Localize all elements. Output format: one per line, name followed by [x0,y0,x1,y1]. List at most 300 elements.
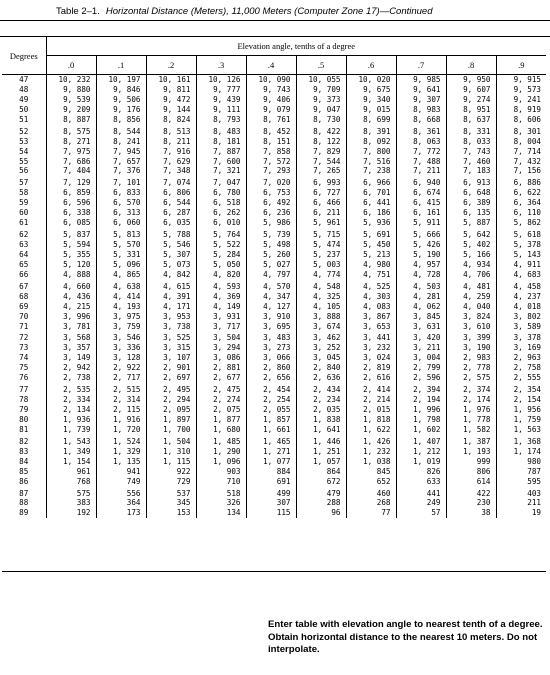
distance-cell: 3, 128 [96,353,146,363]
table-row [2,270,546,280]
degree-cell: 52 [19,126,29,136]
distance-cell: 5, 961 [296,218,346,228]
degree-cell: 47 [19,75,29,84]
distance-cell: 8, 004 [496,137,546,147]
degree-cell: 60 [19,208,29,218]
table-row [2,395,546,405]
distance-cell: 7, 129 [46,176,96,188]
distance-cell: 77 [346,508,396,518]
degree-cell: 78 [19,395,29,405]
distance-cell: 2, 535 [46,383,96,395]
distance-cell: 7, 887 [196,147,246,157]
distance-cell: 826 [396,467,446,477]
distance-cell: 2, 636 [296,373,346,383]
distance-cell: 8, 391 [346,125,396,137]
distance-cell: 2, 194 [396,395,446,405]
distance-cell: 6, 913 [446,176,496,188]
distance-cell: 6, 753 [246,188,296,198]
distance-cell: 6, 010 [196,218,246,228]
distance-cell: 6, 966 [346,176,396,188]
degree-cell: 80 [19,414,29,424]
distance-cell: 3, 378 [496,331,546,343]
distance-cell: 7, 101 [96,176,146,188]
distance-cell: 8, 181 [196,137,246,147]
distance-cell: 4, 615 [146,280,196,292]
distance-cell: 4, 728 [396,270,446,280]
distance-cell: 5, 450 [346,240,396,250]
distance-cell: 4, 774 [296,270,346,280]
distance-cell: 5, 260 [246,250,296,260]
distance-cell: 7, 516 [346,157,396,167]
distance-cell: 5, 522 [196,240,246,250]
distance-cell: 5, 003 [296,260,346,270]
column-header: .1 [96,56,146,75]
distance-cell: 2, 656 [246,373,296,383]
distance-cell: 3, 631 [396,322,446,332]
distance-cell: 8, 793 [196,115,246,125]
distance-cell: 7, 183 [446,166,496,176]
distance-cell: 5, 426 [396,240,446,250]
distance-cell: 4, 934 [446,260,496,270]
distance-cell: 4, 797 [246,270,296,280]
distance-cell: 2, 314 [96,395,146,405]
distance-cell: 10, 090 [246,75,296,85]
distance-cell: 2, 963 [496,353,546,363]
distance-cell: 8, 092 [346,137,396,147]
distance-cell: 3, 781 [46,322,96,332]
distance-cell: 5, 936 [346,218,396,228]
distance-cell: 8, 271 [46,137,96,147]
distance-cell: 8, 730 [296,115,346,125]
distance-cell: 4, 888 [46,270,96,280]
distance-cell: 422 [446,487,496,499]
degree-cell: 76 [19,373,29,383]
distance-cell: 1, 387 [446,435,496,447]
distance-cell: 6, 415 [396,198,446,208]
distance-cell: 3, 610 [446,322,496,332]
distance-cell: 8, 483 [196,125,246,137]
degree-cell: 61 [19,218,29,228]
distance-cell: 5, 887 [446,218,496,228]
distance-cell: 4, 503 [396,280,446,292]
distance-cell: 4, 215 [46,302,96,312]
distance-cell: 8, 983 [396,105,446,115]
table-row [2,302,546,312]
distance-cell: 19 [496,508,546,518]
degree-cell: 57 [19,178,29,188]
distance-cell: 4, 347 [246,292,296,302]
distance-cell: 1, 407 [396,435,446,447]
distance-cell: 8, 331 [446,125,496,137]
degree-cell: 81 [19,424,29,434]
table-row [2,95,546,105]
distance-cell: 922 [146,467,196,477]
distance-cell: 5, 911 [396,218,446,228]
table-row [2,198,546,208]
distance-cell: 9, 373 [296,95,346,105]
distance-cell: 10, 055 [296,75,346,85]
distance-cell: 2, 515 [96,383,146,395]
distance-cell: 7, 772 [396,147,446,157]
degree-cell: 73 [19,343,29,353]
distance-cell: 1, 349 [46,447,96,457]
distance-cell: 1, 193 [446,447,496,457]
distance-cell: 4, 980 [346,260,396,270]
distance-cell: 7, 293 [246,166,296,176]
distance-cell: 633 [396,477,446,487]
distance-cell: 8, 211 [146,137,196,147]
distance-cell: 4, 237 [496,292,546,302]
distance-cell: 9, 777 [196,85,246,95]
distance-cell: 3, 232 [346,343,396,353]
distance-cell: 6, 648 [446,188,496,198]
table-row [2,383,546,395]
distance-cell: 556 [96,487,146,499]
distance-cell: 1, 115 [146,457,196,467]
distance-cell: 4, 193 [96,302,146,312]
table-row [2,147,546,157]
degree-cell: 66 [19,269,29,279]
distance-cell: 4, 281 [396,292,446,302]
column-header: .4 [246,56,296,75]
distance-cell: 2, 819 [346,363,396,373]
distance-cell: 4, 638 [96,280,146,292]
distance-cell: 3, 086 [196,353,246,363]
degree-cell: 79 [19,405,29,414]
degree-cell: 58 [19,188,29,198]
distance-cell: 3, 504 [196,331,246,343]
distance-cell: 6, 544 [146,198,196,208]
distance-cell: 2, 015 [346,405,396,415]
table-row [2,312,546,322]
distance-cell: 6, 993 [296,176,346,188]
distance-cell: 2, 434 [296,383,346,395]
distance-cell: 8, 919 [496,105,546,115]
table-row [2,105,546,115]
distance-cell: 6, 085 [46,218,96,228]
distance-cell: 1, 956 [496,405,546,415]
elevation-group-header: Elevation angle, tenths of a degree [46,37,546,56]
distance-cell: 288 [296,498,346,508]
distance-cell: 1, 135 [96,457,146,467]
distance-cell: 8, 422 [296,125,346,137]
distance-cell: 9, 340 [346,95,396,105]
table-row [2,240,546,250]
distance-cell: 4, 957 [396,260,446,270]
distance-cell: 5, 837 [46,228,96,240]
distance-cell: 9, 709 [296,85,346,95]
distance-cell: 9, 274 [446,95,496,105]
table-row [2,188,546,198]
distance-cell: 9, 573 [496,85,546,95]
degree-cell: 82 [19,436,29,446]
distance-cell: 8, 856 [96,115,146,125]
distance-cell: 1, 543 [46,435,96,447]
distance-cell: 230 [446,498,496,508]
distance-cell: 2, 354 [496,383,546,395]
table-row [2,447,546,457]
distance-cell: 1, 524 [96,435,146,447]
distance-cell: 4, 018 [496,302,546,312]
distance-cell: 3, 190 [446,343,496,353]
distance-cell: 2, 922 [96,363,146,373]
distance-cell: 1, 641 [296,425,346,435]
distance-cell: 3, 004 [396,353,446,363]
distance-cell: 10, 161 [146,75,196,85]
table-row [2,373,546,383]
distance-cell: 5, 331 [96,250,146,260]
distance-cell: 4, 303 [346,292,396,302]
distance-cell: 8, 544 [96,125,146,137]
distance-cell: 5, 666 [396,228,446,240]
distance-cell: 153 [146,508,196,518]
distance-cell: 5, 498 [246,240,296,250]
distance-cell: 2, 901 [146,363,196,373]
distance-cell: 787 [496,467,546,477]
column-header: .2 [146,56,196,75]
distance-cell: 1, 290 [196,447,246,457]
distance-cell: 864 [296,467,346,477]
distance-cell: 7, 544 [296,157,346,167]
distance-cell: 3, 525 [146,331,196,343]
distance-cell: 3, 462 [296,331,346,343]
distance-cell: 2, 596 [396,373,446,383]
distance-cell: 7, 047 [196,176,246,188]
distance-cell: 1, 310 [146,447,196,457]
distance-cell: 614 [446,477,496,487]
distance-cell: 1, 976 [446,405,496,415]
distance-cell: 10, 197 [96,75,146,85]
degree-cell: 59 [19,198,29,208]
distance-cell: 884 [246,467,296,477]
distance-cell: 345 [146,498,196,508]
distance-cell: 307 [246,498,296,508]
distance-cell: 6, 570 [96,198,146,208]
distance-cell: 192 [46,508,96,518]
table-body [2,75,546,519]
distance-cell: 5, 618 [496,228,546,240]
distance-cell: 6, 236 [246,208,296,218]
distance-cell: 9, 439 [196,95,246,105]
distance-cell: 9, 506 [96,95,146,105]
degree-cell: 53 [19,136,29,146]
distance-cell: 941 [96,467,146,477]
distance-cell: 7, 686 [46,157,96,167]
distance-cell: 7, 348 [146,166,196,176]
table-row [2,250,546,260]
distance-cell: 6, 338 [46,208,96,218]
distance-cell: 3, 568 [46,331,96,343]
distance-cell: 8, 151 [246,137,296,147]
distance-cell: 5, 402 [446,240,496,250]
distance-cell: 2, 738 [46,373,96,383]
distance-cell: 4, 570 [246,280,296,292]
table-name: Horizontal Distance (Meters), 11,000 Meters (Computer Zone 17)—Continued [105,6,433,17]
table-row [2,125,546,137]
distance-cell: 8, 452 [246,125,296,137]
usage-note: Enter table with elevation angle to nearest tenth of a degree. Obtain horizontal distance to the nearest 10 meters. Do not interpolate. [268,619,543,655]
distance-cell: 3, 759 [96,322,146,332]
distance-cell: 7, 404 [46,166,96,176]
distance-cell: 5, 355 [46,250,96,260]
degree-cell: 65 [19,259,29,269]
distance-cell: 1, 857 [246,415,296,425]
distance-cell: 3, 357 [46,343,96,353]
distance-cell: 1, 174 [496,447,546,457]
distance-cell: 1, 019 [396,457,446,467]
distance-cell: 9, 111 [196,105,246,115]
distance-cell: 2, 840 [296,363,346,373]
distance-cell: 7, 265 [296,166,346,176]
distance-cell: 1, 563 [496,425,546,435]
degree-cell: 62 [19,230,29,240]
degree-cell: 55 [19,156,29,166]
distance-cell: 10, 020 [346,75,396,85]
distance-cell: 2, 035 [296,405,346,415]
distance-cell: 2, 860 [246,363,296,373]
distance-cell: 9, 743 [246,85,296,95]
distance-cell: 1, 818 [346,415,396,425]
column-header-row [2,56,546,75]
degree-cell: 84 [19,456,29,466]
distance-cell: 5, 764 [196,228,246,240]
distance-cell: 8, 824 [146,115,196,125]
distance-cell: 1, 661 [246,425,296,435]
distance-cell: 9, 985 [396,75,446,85]
distance-cell: 5, 813 [96,228,146,240]
distance-cell: 1, 739 [46,425,96,435]
distance-cell: 1, 271 [246,447,296,457]
distance-cell: 499 [246,487,296,499]
distance-cell: 9, 846 [96,85,146,95]
table-row [2,218,546,228]
distance-cell: 1, 582 [446,425,496,435]
distance-cell: 1, 251 [296,447,346,457]
distance-cell: 5, 143 [496,250,546,260]
distance-cell: 6, 313 [96,208,146,218]
distance-cell: 1, 798 [396,415,446,425]
distance-cell: 2, 055 [246,405,296,415]
distance-cell: 2, 575 [446,373,496,383]
distance-cell: 4, 706 [446,270,496,280]
distance-cell: 2, 154 [496,395,546,405]
distance-cell: 3, 996 [46,312,96,322]
table-row [2,343,546,353]
distance-cell: 2, 555 [496,373,546,383]
distance-cell: 7, 829 [296,147,346,157]
distance-cell: 8, 241 [96,137,146,147]
distance-cell: 1, 877 [196,415,246,425]
distance-cell: 1, 368 [496,435,546,447]
distance-cell: 6, 701 [346,188,396,198]
distance-cell: 1, 504 [146,435,196,447]
distance-cell: 5, 213 [346,250,396,260]
distance-cell: 3, 336 [96,343,146,353]
distance-cell: 8, 361 [396,125,446,137]
distance-cell: 8, 575 [46,125,96,137]
distance-cell: 479 [296,487,346,499]
distance-cell: 5, 546 [146,240,196,250]
distance-cell: 729 [146,477,196,487]
distance-cell: 4, 369 [196,292,246,302]
distance-cell: 4, 040 [446,302,496,312]
distance-cell: 806 [446,467,496,477]
distance-cell: 4, 083 [346,302,396,312]
distance-cell: 2, 234 [296,395,346,405]
distance-cell: 9, 176 [96,105,146,115]
distance-cell: 1, 622 [346,425,396,435]
distance-cell: 5, 570 [96,240,146,250]
distance-cell: 5, 474 [296,240,346,250]
distance-cell: 691 [246,477,296,487]
distance-cell: 6, 211 [296,208,346,218]
distance-cell: 5, 050 [196,260,246,270]
distance-cell: 1, 700 [146,425,196,435]
distance-cell: 5, 027 [246,260,296,270]
distance-cell: 7, 074 [146,176,196,188]
distance-cell: 6, 806 [146,188,196,198]
distance-cell: 9, 307 [396,95,446,105]
table-row [2,353,546,363]
distance-cell: 7, 432 [496,157,546,167]
table-row [2,228,546,240]
distance-cell: 595 [496,477,546,487]
table-number: Table 2–1. [56,6,100,17]
distance-cell: 903 [196,467,246,477]
distance-cell: 961 [46,467,96,477]
distance-cell: 7, 743 [446,147,496,157]
table-row [2,331,546,343]
distance-cell: 268 [346,498,396,508]
distance-cell: 7, 156 [496,166,546,176]
distance-cell: 2, 374 [446,383,496,395]
distance-cell: 652 [346,477,396,487]
distance-cell: 1, 096 [196,457,246,467]
distance-cell: 7, 600 [196,157,246,167]
distance-cell: 2, 697 [146,373,196,383]
distance-cell: 3, 211 [396,343,446,353]
table-row [2,260,546,270]
distance-cell: 1, 485 [196,435,246,447]
degree-cell: 85 [19,466,29,476]
table-row [2,176,546,188]
table-row [2,457,546,467]
distance-cell: 5, 120 [46,260,96,270]
distance-cell: 3, 066 [246,353,296,363]
distance-cell: 4, 436 [46,292,96,302]
distance-cell: 4, 149 [196,302,246,312]
distance-cell: 9, 950 [446,75,496,85]
distance-cell: 3, 802 [496,312,546,322]
table-row [2,498,546,508]
distance-cell: 1, 897 [146,415,196,425]
degree-cell: 75 [19,363,29,373]
distance-cell: 980 [496,457,546,467]
distance-cell: 1, 996 [396,405,446,415]
table-row [2,157,546,167]
distance-cell: 1, 057 [296,457,346,467]
distance-cell: 6, 389 [446,198,496,208]
distance-cell: 4, 259 [446,292,496,302]
table-row [2,137,546,147]
distance-cell: 3, 169 [496,343,546,353]
distance-cell: 4, 481 [446,280,496,292]
distance-cell: 38 [446,508,496,518]
distance-cell: 8, 699 [346,115,396,125]
table-row [2,487,546,499]
distance-cell: 3, 149 [46,353,96,363]
table-row [2,477,546,487]
